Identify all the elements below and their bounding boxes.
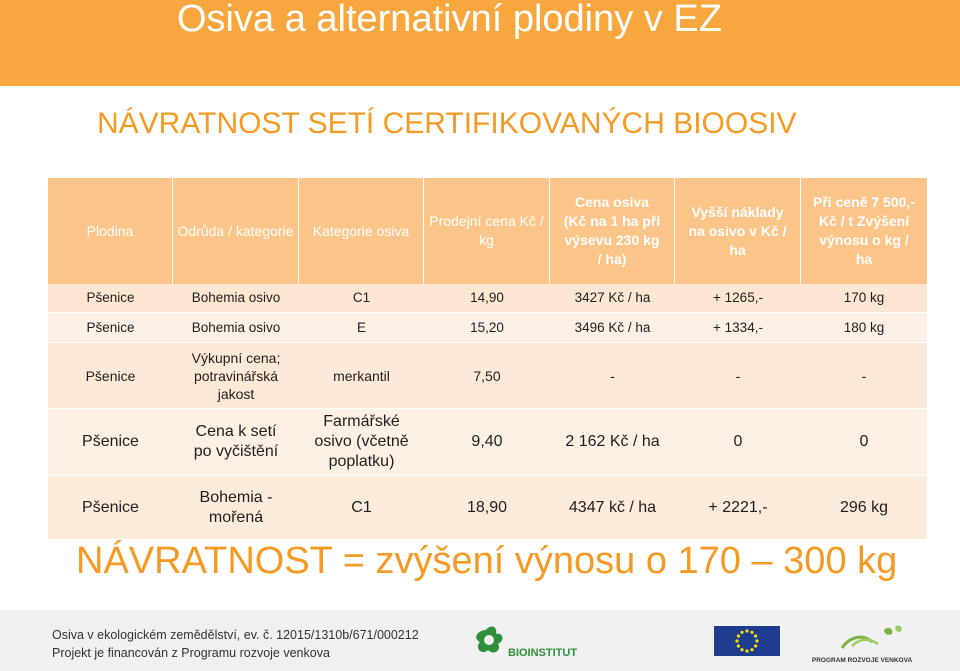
table-cell: Bohemia osivo xyxy=(191,290,281,305)
seed-return-table xyxy=(48,178,927,539)
eu-flag-icon xyxy=(714,626,780,656)
header-cell: Prodejní cena Kč / kg xyxy=(424,178,550,284)
table-row xyxy=(48,342,927,408)
title-bar xyxy=(0,0,960,86)
table-cell: 3427 Kč / ha xyxy=(574,290,651,305)
table-cell: 0 xyxy=(859,433,869,450)
table-row xyxy=(48,284,927,312)
table-cell: Pšenice xyxy=(86,319,135,335)
table-cell: 4347 kč / ha xyxy=(568,498,657,516)
table-cell: - xyxy=(735,367,741,384)
table-cell: 18,90 xyxy=(466,498,508,516)
header-cell: Kategorie osiva xyxy=(299,178,424,284)
bioinstitut-logo-text: BIOINSTITUT xyxy=(508,647,578,659)
table-cell: 7,50 xyxy=(473,367,501,384)
table-cell: Pšenice xyxy=(85,367,136,384)
table-cell: 180 kg xyxy=(843,319,885,335)
table-cell: 296 kg xyxy=(839,498,889,516)
table-cell: Farmářské osivo (včetně poplatku) xyxy=(314,413,409,470)
header-cell: Odrůda / kategorie xyxy=(173,178,299,284)
table-cell: C1 xyxy=(351,498,372,516)
footer-funding: Projekt je financován z Programu rozvoje venkova xyxy=(52,646,330,660)
table-cell: - xyxy=(861,367,867,384)
prv-logo-text: PROGRAM ROZVOJE VENKOVA xyxy=(812,657,912,664)
table-cell: Bohemia osivo xyxy=(191,319,281,335)
table-cell: Pšenice xyxy=(82,433,139,450)
table-cell: merkantil xyxy=(333,367,390,384)
slide-subtitle: NÁVRATNOST SETÍ CERTIFIKOVANÝCH BIOOSIV xyxy=(97,107,797,140)
footer xyxy=(0,610,960,671)
header-cell: Vyšší náklady na osivo v Kč / ha xyxy=(675,178,801,284)
table-row xyxy=(48,475,927,539)
table-cell: C1 xyxy=(352,290,371,305)
table-cell: 2 162 Kč / ha xyxy=(565,433,660,450)
table-cell: 3496 Kč / ha xyxy=(574,319,651,335)
prv-logo-icon xyxy=(812,622,912,666)
table-cell: Pšenice xyxy=(82,498,139,516)
table-cell: Výkupní cena; potravinářská jakost xyxy=(191,349,281,402)
table-cell: 15,20 xyxy=(470,319,504,335)
table-cell: 170 kg xyxy=(843,290,885,305)
table-cell: + 1265,- xyxy=(713,290,763,305)
bioinstitut-logo-icon xyxy=(472,622,590,664)
table-header-row xyxy=(48,178,927,284)
summary-text: NÁVRATNOST = zvýšení výnosu o 170 – 300 kg xyxy=(76,540,898,582)
slide-title: Osiva a alternativní plodiny v EZ xyxy=(177,0,722,40)
table-cell: Cena k setí po vyčištění xyxy=(193,423,279,460)
table-row xyxy=(48,408,927,475)
table-cell: + 2221,- xyxy=(708,498,768,516)
table-cell: Pšenice xyxy=(86,290,135,305)
header-cell: Cena osiva (Kč na 1 ha při výsevu 230 kg / ha) xyxy=(550,178,675,284)
table-row xyxy=(48,312,927,342)
table-cell: + 1334,- xyxy=(713,319,763,335)
table-cell: 0 xyxy=(733,433,743,450)
table-cell: 14,90 xyxy=(470,290,504,305)
header-cell: Při ceně 7 500,- Kč / t Zvýšení výnosu o kg / ha xyxy=(801,178,927,284)
table-cell: - xyxy=(610,367,615,384)
table-cell: Bohemia - mořená xyxy=(199,488,273,526)
table-cell: E xyxy=(356,319,366,335)
header-cell: Plodina xyxy=(48,178,173,284)
table-cell: 9,40 xyxy=(471,433,503,450)
footer-project-number: Osiva v ekologickém zemědělství, ev. č. 12015/1310b/671/000212 xyxy=(52,628,419,642)
